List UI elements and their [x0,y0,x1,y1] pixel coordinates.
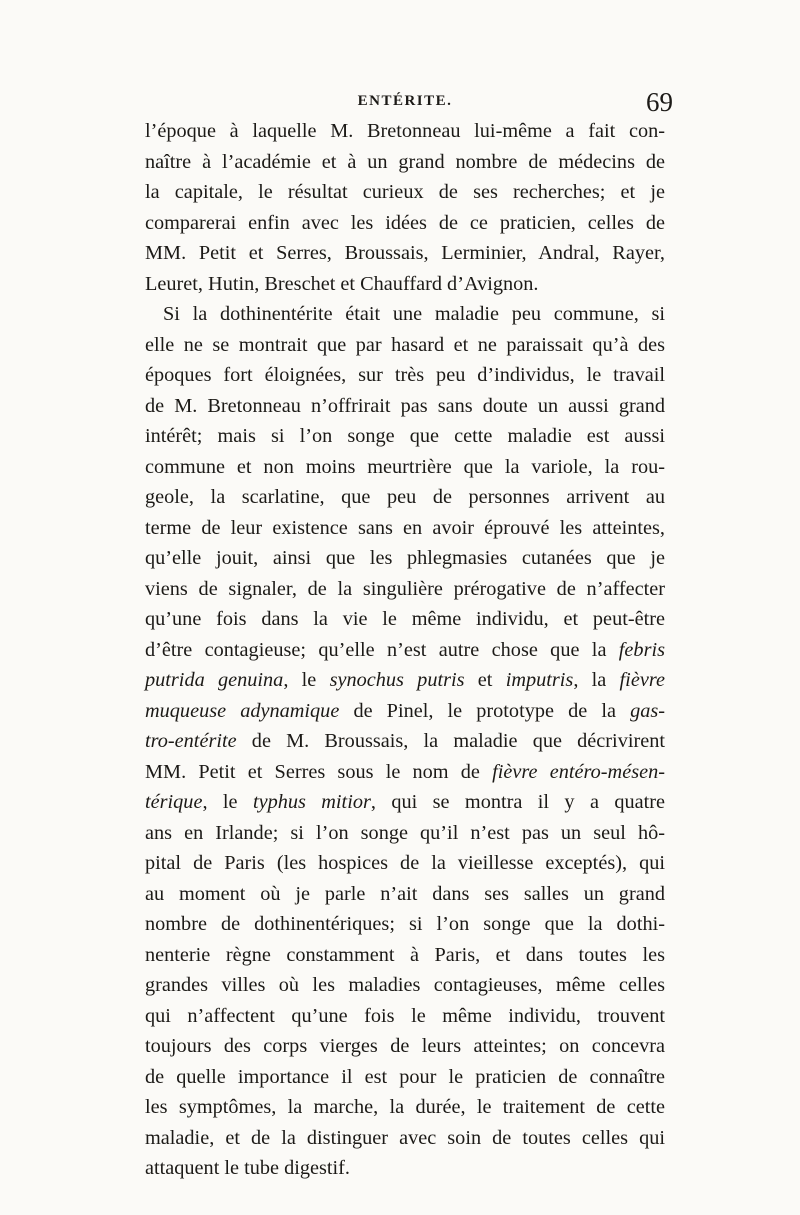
italic-text: muqueuse adynamique [145,699,340,722]
text-line [145,1153,665,1184]
text-line [145,147,665,178]
text-line [145,1062,665,1093]
italic-text: typhus mitior [252,791,371,813]
text-run: grandes villes où les maladies contagieuses, même celles [145,974,665,996]
text-run: maladie, et de la distinguer avec soin de toutes celles qui [145,1126,665,1149]
body-text [145,116,665,1184]
text-line [145,1123,665,1154]
text-line [145,269,665,300]
text-line [145,757,665,788]
italic-text: térique [145,791,203,813]
text-line [145,238,665,269]
text-run: , le [283,669,330,691]
italic-text: gas- [630,699,665,722]
text-line [145,970,665,1001]
text-line [145,1031,665,1062]
text-run: , qui se montra il y a quatre [370,791,666,813]
text-line [145,635,665,666]
text-line [145,665,665,696]
text-run: et [464,669,506,691]
text-line [145,909,665,940]
text-run: elle ne se montrait que par hasard et ne paraissait qu’à des [145,333,665,356]
text-run: de M. Bretonneau n’offrirait pas sans doute un aussi grand [145,394,665,417]
text-run: les symptômes, la marche, la durée, le traitement de cette [145,1096,665,1118]
text-line [145,513,665,544]
running-head-title: ENTÉRITE. [357,93,453,109]
italic-text: tro-entérite [145,730,237,752]
text-run: d’être contagieuse; qu’elle n’est autre chose que la [145,638,619,661]
text-line [145,391,665,422]
text-run: viens de signaler, de la singulière prérogative de n’affecter [145,577,665,600]
text-line [145,604,665,635]
text-run: au moment où je parle n’ait dans ses salles un grand [145,882,665,905]
text-run: commune et non moins meurtrière que la variole, la rou- [145,455,665,478]
text-line [145,482,665,513]
text-run: geole, la scarlatine, que peu de personnes arrivent au [145,486,665,508]
italic-text: imputris [505,669,574,691]
text-run: , la [573,669,620,691]
text-line [145,574,665,605]
text-line [145,726,665,757]
text-line [145,940,665,971]
italic-text: fièvre [619,669,665,691]
text-run: nenterie règne constamment à Paris, et dans toutes les [145,943,665,966]
text-run: Leuret, Hutin, Breschet et Chauffard d’Avignon. [145,272,539,295]
text-run: attaquent le tube digestif. [145,1157,351,1179]
text-run: , le [202,791,253,813]
page-number: 69 [646,87,673,117]
italic-text: synochus putris [329,669,465,691]
text-line [145,116,665,147]
italic-text: febris [618,638,665,661]
text-run: terme de leur existence sans en avoir éprouvé les atteintes, [145,516,665,539]
text-line [145,360,665,391]
text-line [145,177,665,208]
text-run: MM. Petit et Serres, Broussais, Lerminier, Andral, Rayer, [145,242,665,264]
text-run: ans en Irlande; si l’on songe qu’il n’est pas un seul hô- [145,821,665,844]
text-run: intérêt; mais si l’on songe que cette maladie est aussi [145,425,665,447]
text-run: comparerai enfin avec les idées de ce praticien, celles de [145,211,665,234]
text-line [145,848,665,879]
italic-text: fièvre entéro-mésen- [492,760,665,783]
text-run: de quelle importance il est pour le praticien de connaître [145,1065,665,1088]
text-line [145,299,665,330]
text-run: nombre de dothinentériques; si l’on songe que la dothi- [145,913,665,935]
text-line [145,421,665,452]
text-line [145,330,665,361]
text-run: de M. Broussais, la maladie que décrivirent [236,730,665,752]
text-line [145,452,665,483]
text-run: Si la dothinentérite était une maladie peu commune, si [163,303,665,325]
text-line [145,879,665,910]
text-run: la capitale, le résultat curieux de ses recherches; et je [145,181,665,203]
italic-text: putrida genuina [145,669,284,691]
text-run: naître à l’académie et à un grand nombre de médecins de [145,150,665,173]
text-run: de Pinel, le prototype de la [339,699,631,722]
text-line [145,1001,665,1032]
text-run: l’époque à laquelle M. Bretonneau lui-même a fait con- [145,120,665,142]
text-run: qu’elle jouit, ainsi que les phlegmasies cutanées que je [145,547,665,569]
text-line [145,787,665,818]
text-run: toujours des corps vierges de leurs atteintes; on concevra [145,1035,665,1057]
text-line [145,543,665,574]
text-line [145,818,665,849]
text-run: pital de Paris (les hospices de la vieillesse exceptés), qui [145,852,665,874]
text-line [145,1092,665,1123]
text-run: époques fort éloignées, sur très peu d’individus, le travail [145,364,665,386]
text-run: qu’une fois dans la vie le même individu, et peut-être [145,608,665,630]
text-run: qui n’affectent qu’une fois le même individu, trouvent [145,1004,665,1027]
text-line [145,208,665,239]
text-run: MM. Petit et Serres sous le nom de [145,760,493,783]
text-line [145,696,665,727]
